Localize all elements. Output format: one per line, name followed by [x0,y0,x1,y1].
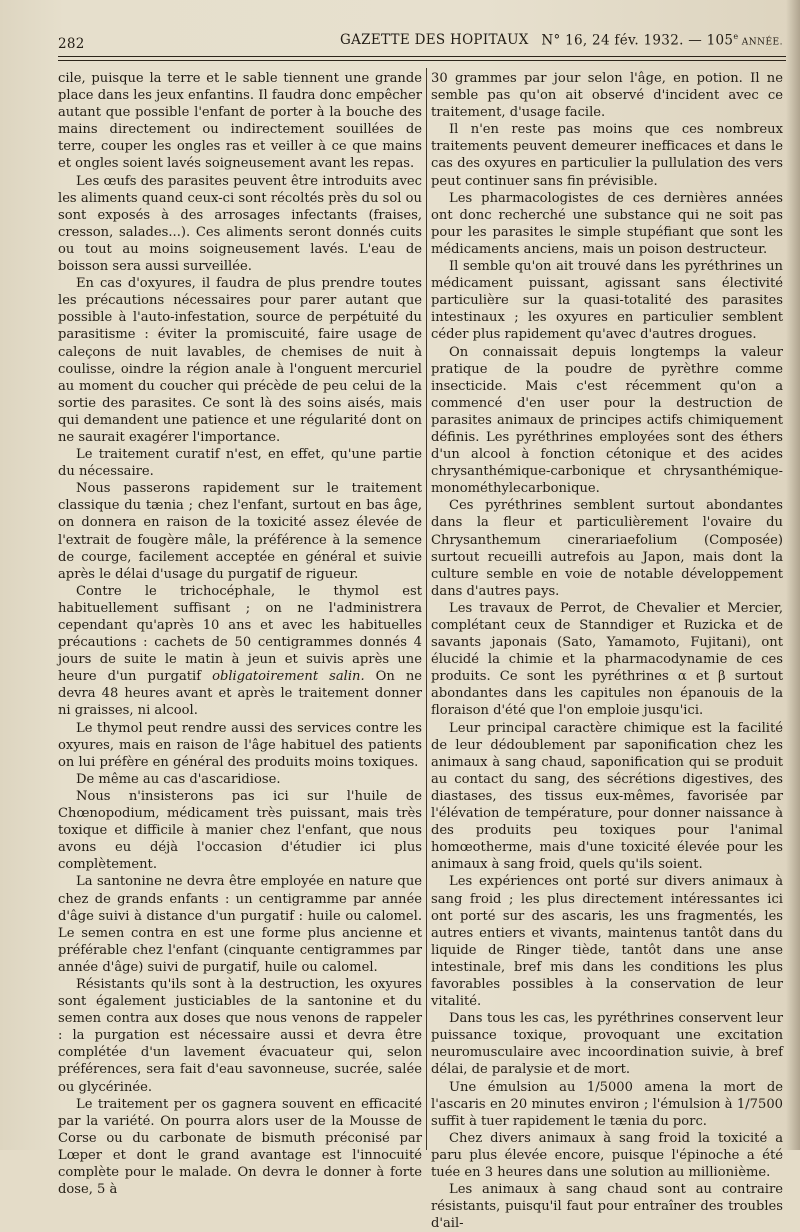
journal-title: GAZETTE DES HOPITAUX [340,32,529,48]
paragraph: Ces pyréthrines semblent surtout abondantes dans la fleur et particulièrement l'ovaire du Chrysanthemum cinerariaefolium (Composée) surtout recueilli autrefois au Japon, mais dont la culture semble en voie de notable développement dans d'autres pays. [431,498,783,599]
paragraph: Chez divers animaux à sang froid la toxicité a paru plus élevée encore, puisque l'épinoche a été tuée en 3 heures dans une solution au millionième. [431,1130,783,1180]
paragraph: Leur principal caractère chimique est la facilité de leur dédoublement par saponification chez les animaux à sang chaud, saponification qui se produit au contact du sang, des sécrétions digestives, des diastases, des tissus eux-mêmes, favorisée par l'élévation de température, pour donner naissance à des produits peu toxiques pour l'animal homœotherme, mais d'une toxicité élevée pour les animaux à sang froid, quels qu'ils soient. [431,720,783,873]
paragraph: Les travaux de Perrot, de Chevalier et Mercier, complétant ceux de Stanndiger et Ruzicka et de savants japonais (Sato, Yamamoto, Fujitani), ont élucidé la chimie et la pharmacodynamie de ces produits. Ce sont les pyréthrines α et β surtout abondantes dans les capitules non épanouis de la floraison d'été que l'on emploie jusqu'ici. [431,600,783,719]
paragraph: On connaissait depuis longtemps la valeur pratique de la poudre de pyrèthre comme insecticide. Mais c'est récemment qu'on a commencé d'en user pour la destruction de parasites animaux de principes actifs chimiquement définis. Les pyréthrines employées sont des éthers d'un alcool à fonction cétonique et des acides chrysanthémique-carbonique et chrysanthémique-monométhylecarbonique. [431,344,783,497]
paragraph: Dans tous les cas, les pyréthrines conservent leur puissance toxique, provoquant une excitation neuromusculaire avec incoordination suivie, à bref délai, de paralysie et de mort. [431,1011,783,1078]
issue-year-label: ANNÉE. [738,37,783,48]
left-column [58,70,422,1198]
paragraph: cile, puisque la terre et le sable tiennent une grande place dans les jeux enfantins. Il faudra donc empêcher autant que possible l'enfant de porter à la bouche des mains directement ou indirectement souillées de terre, couper les ongles ras et veiller à ce que mains et ongles soient lavés soigneusement avant les repas. [58,71,422,172]
paragraph: La santonine ne devra être employée en nature que chez de grands enfants : un centigramme par année d'âge suivi à distance d'un purgatif : huile ou calomel. Le semen contra en est une forme plus ancienne et préférable chez l'enfant (cinquante centigrammes par année d'âge) suivi de purgatif, huile ou calomel. [58,874,422,975]
header-rule-thin [58,60,786,61]
paragraph: Les animaux à sang chaud sont au contraire résistants, puisqu'il faut pour entraîner des troubles d'ail- [431,1182,783,1232]
paragraph: Résistants qu'ils sont à la destruction, les oxyures sont également justiciables de la santonine et du semen contra aux doses que nous venons de rappeler : la purgation est nécessaire aussi et devra être complétée d'un lavement évacuateur qui, selon préférences, sera fait d'eau savonneuse, sucrée, salée ou glycérinée. [58,976,422,1095]
issue-text: N° 16, 24 fév. 1932. — 105 [541,32,734,49]
paragraph-text: Contre le trichocéphale, le thymol est habituellement suffisant ; on ne l'administrera cependant qu'après 10 ans et avec les habituelles précautions : cachets de 50 centigrammes donnés 4 jours de suite le matin à jeun et suivis après une heure d'un purgatif [58,583,422,685]
italic-phrase: obligatoirement salin. [212,669,365,685]
header-rule [58,56,786,57]
paragraph: Les œufs des parasites peuvent être introduits avec les aliments quand ceux-ci sont récoltés près du sol ou sont exposés à des arrosages infectants (fraises, cresson, salades...). Ces aliments seront donnés cuits ou tout au moins soigneusement lavés. L'eau de boisson sera aussi surveillée. [58,173,422,275]
paragraph: Nous n'insisterons pas ici sur l'huile de Chœnopodium, médicament très puissant, mais très toxique et difficile à manier chez l'enfant, que nous avons eu déjà l'occasion d'étudier ici plus complètement. [58,788,422,873]
paragraph: Le thymol peut rendre aussi des services contre les oxyures, mais en raison de l'âge habituel des patients on lui préfère en général des produits moins toxiques. [58,720,422,770]
paragraph: Les expériences ont porté sur divers animaux à sang froid ; les plus directement intéressantes ici ont porté sur des ascaris, les uns fragmentés, les autres entiers et vivants, maintenus tantôt dans du liquide de Ringer tiède, tantôt dans une anse intestinale, bref mis dans les conditions les plus favorables possibles à la conservation de leur vitalité. [431,874,783,1010]
paragraph: Il n'en reste pas moins que ces nombreux traitements peuvent demeurer inefficaces et dans le cas des oxyures en particulier la pullulation des vers peut continuer sans fin prévisible. [431,122,783,189]
page-header [58,30,783,52]
paragraph: Une émulsion au 1/5000 amena la mort de l'ascaris en 20 minutes environ ; l'émulsion à 1/7500 suffit à tuer rapidement le tænia du porc. [431,1079,783,1129]
page-edge-shadow [786,0,800,1150]
paragraph: Le traitement curatif n'est, en effet, qu'une partie du nécessaire. [58,447,422,480]
paragraph: Les pharmacologistes de ces dernières années ont donc recherché une substance qui ne soit pas pour les parasites le simple stupéfiant que sont les médicaments anciens, mais un poison destructeur. [431,190,783,257]
paragraph: Le traitement per os gagnera souvent en efficacité par la variété. On pourra alors user de la Mousse de Corse ou du carbonate de bismuth préconisé par Lœper et dont le grand avantage est l'innocuité complète pour le malade. On devra le donner à forte dose, 5 à [58,1096,422,1198]
column-divider [426,68,427,1150]
paragraph: En cas d'oxyures, il faudra de plus prendre toutes les précautions nécessaires pour parer autant que possible à l'auto-infestation, source de perpétuité du parasitisme : éviter la promiscuité, faire usage de caleçons de nuit lavables, de chemises de nuit à coulisse, oindre la région anale à l'onguent mercuriel au moment du coucher qui précède de peu celui de la sortie des parasites. Ce sont là des soins aisés, mais qui demandent une patience et une régularité dont on ne saurait exagérer l'importance. [58,276,422,445]
paragraph: 30 grammes par jour selon l'âge, en potion. Il ne semble pas qu'on ait observé d'incident avec ce traitement, d'usage facile. [431,71,783,121]
issue-sup: e [733,32,739,41]
right-column [431,70,783,1232]
paragraph-thymol [58,583,422,720]
page-number: 282 [58,36,85,52]
issue-info [541,32,783,49]
paragraph: De même au cas d'ascaridiose. [76,771,281,787]
paragraph-text-end: On ne devra 48 heures avant et après le traitement donner ni graisses, ni alcool. [58,669,422,719]
paragraph: Nous passerons rapidement sur le traitement classique du tænia ; chez l'enfant, surtout en bas âge, on donnera en raison de la toxicité assez élevée de l'extrait de fougère mâle, la préférence à la semence de courge, facilement acceptée en général et suivie après le délai d'usage du purgatif de rigueur. [58,481,422,582]
paragraph: Il semble qu'on ait trouvé dans les pyréthrines un médicament puissant, agissant sans électivité particulière sur la quasi-totalité des parasites intestinaux ; les oxyures en particulier semblent céder plus rapidement qu'avec d'autres drogues. [431,259,783,343]
